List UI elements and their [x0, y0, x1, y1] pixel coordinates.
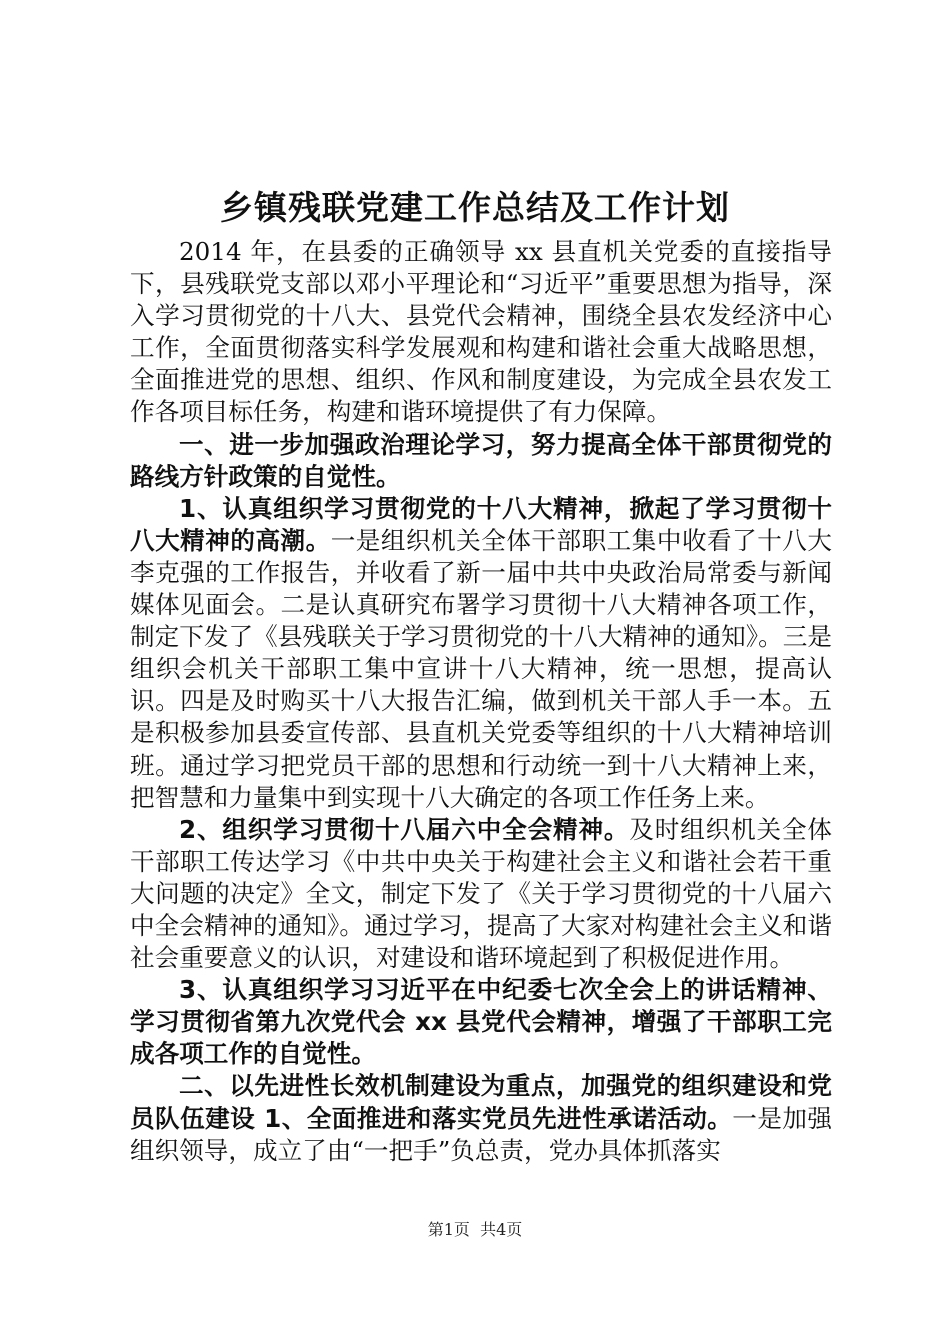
paragraph-text: 一是加强组织领导，成立了由“一把手”负总责，党办具体抓落实: [130, 1103, 832, 1165]
paragraph-text: 一是组织机关全体干部职工集中收看了十八大李克强的工作报告，并收看了新一届中共中央政治局常委与新闻媒体见面会。二是认真研究布署学习贯彻十八大精神各项工作，制定下发了《县残联关于学习贯彻党的十八大精神的通知》。三是组织会机关干部职工集中宣讲十八大精神，统一思想，提高认识。四是及时购买十八大报告汇编，做到机关干部人手一本。五是积极参加县委宣传部、县直机关党委等组织的十八大精神培训班。通过学习把党员干部的思想和行动统一到十八大精神上来，把智慧和力量集中到实现十八大确定的各项工作任务上来。: [130, 525, 832, 812]
document-body: [130, 236, 832, 1167]
page-footer: [0, 1220, 950, 1240]
paragraph-intro: [130, 236, 832, 429]
paragraph-section-2: [130, 1070, 832, 1166]
page-suffix: 页: [506, 1220, 523, 1239]
page-mid: 页 共: [453, 1220, 497, 1239]
paragraph-section-1: [130, 429, 832, 493]
paragraph-text: 及时组织机关全体干部职工传达学习《中共中央关于构建社会主义和谐社会若干重大问题的决定》全文，制定下发了《关于学习贯彻党的十八届六中全会精神的通知》。通过学习，提高了大家对构建社会主义和谐社会重要意义的认识，对建设和谐环境起到了积极促进作用。: [130, 814, 832, 973]
paragraph-item-1: [130, 493, 832, 814]
paragraph-lead: 1、认真组织学习贯彻党的十八大精神，掀起了学习贯彻十八大精神的高潮。: [130, 493, 832, 555]
page-current: 1: [443, 1220, 454, 1239]
paragraph-item-2: [130, 814, 832, 974]
paragraph-lead: 3、认真组织学习习近平在中纪委七次全会上的讲话精神、学习贯彻省第九次党代会 xx 县党代会精神，增强了干部职工完成各项工作的自觉性。: [130, 975, 832, 1069]
document-title: 乡镇残联党建工作总结及工作计划: [220, 188, 730, 227]
section-heading: 二、以先进性长效机制建设为重点，加强党的组织建设和党员队伍建设 1、全面推进和落实党员先进性承诺活动。: [130, 1071, 832, 1133]
paragraph-item-3: [130, 974, 832, 1070]
page-prefix: 第: [427, 1220, 444, 1239]
page-total: 4: [496, 1220, 507, 1239]
section-heading: 一、进一步加强政治理论学习，努力提高全体干部贯彻党的路线方针政策的自觉性。: [130, 429, 832, 491]
paragraph-lead: 2、组织学习贯彻十八届六中全会精神。: [179, 814, 630, 844]
paragraph-text: 2014 年，在县委的正确领导 xx 县直机关党委的直接指导下，县残联党支部以邓小平理论和“习近平”重要思想为指导，深入学习贯彻党的十八大、县党代会精神，围绕全县农发经济中心工作，全面贯彻落实科学发展观和构建和谐社会重大战略思想，全面推进党的思想、组织、作风和制度建设，为完成全县农发工作各项目标任务，构建和谐环境提供了有力保障。: [130, 237, 832, 427]
